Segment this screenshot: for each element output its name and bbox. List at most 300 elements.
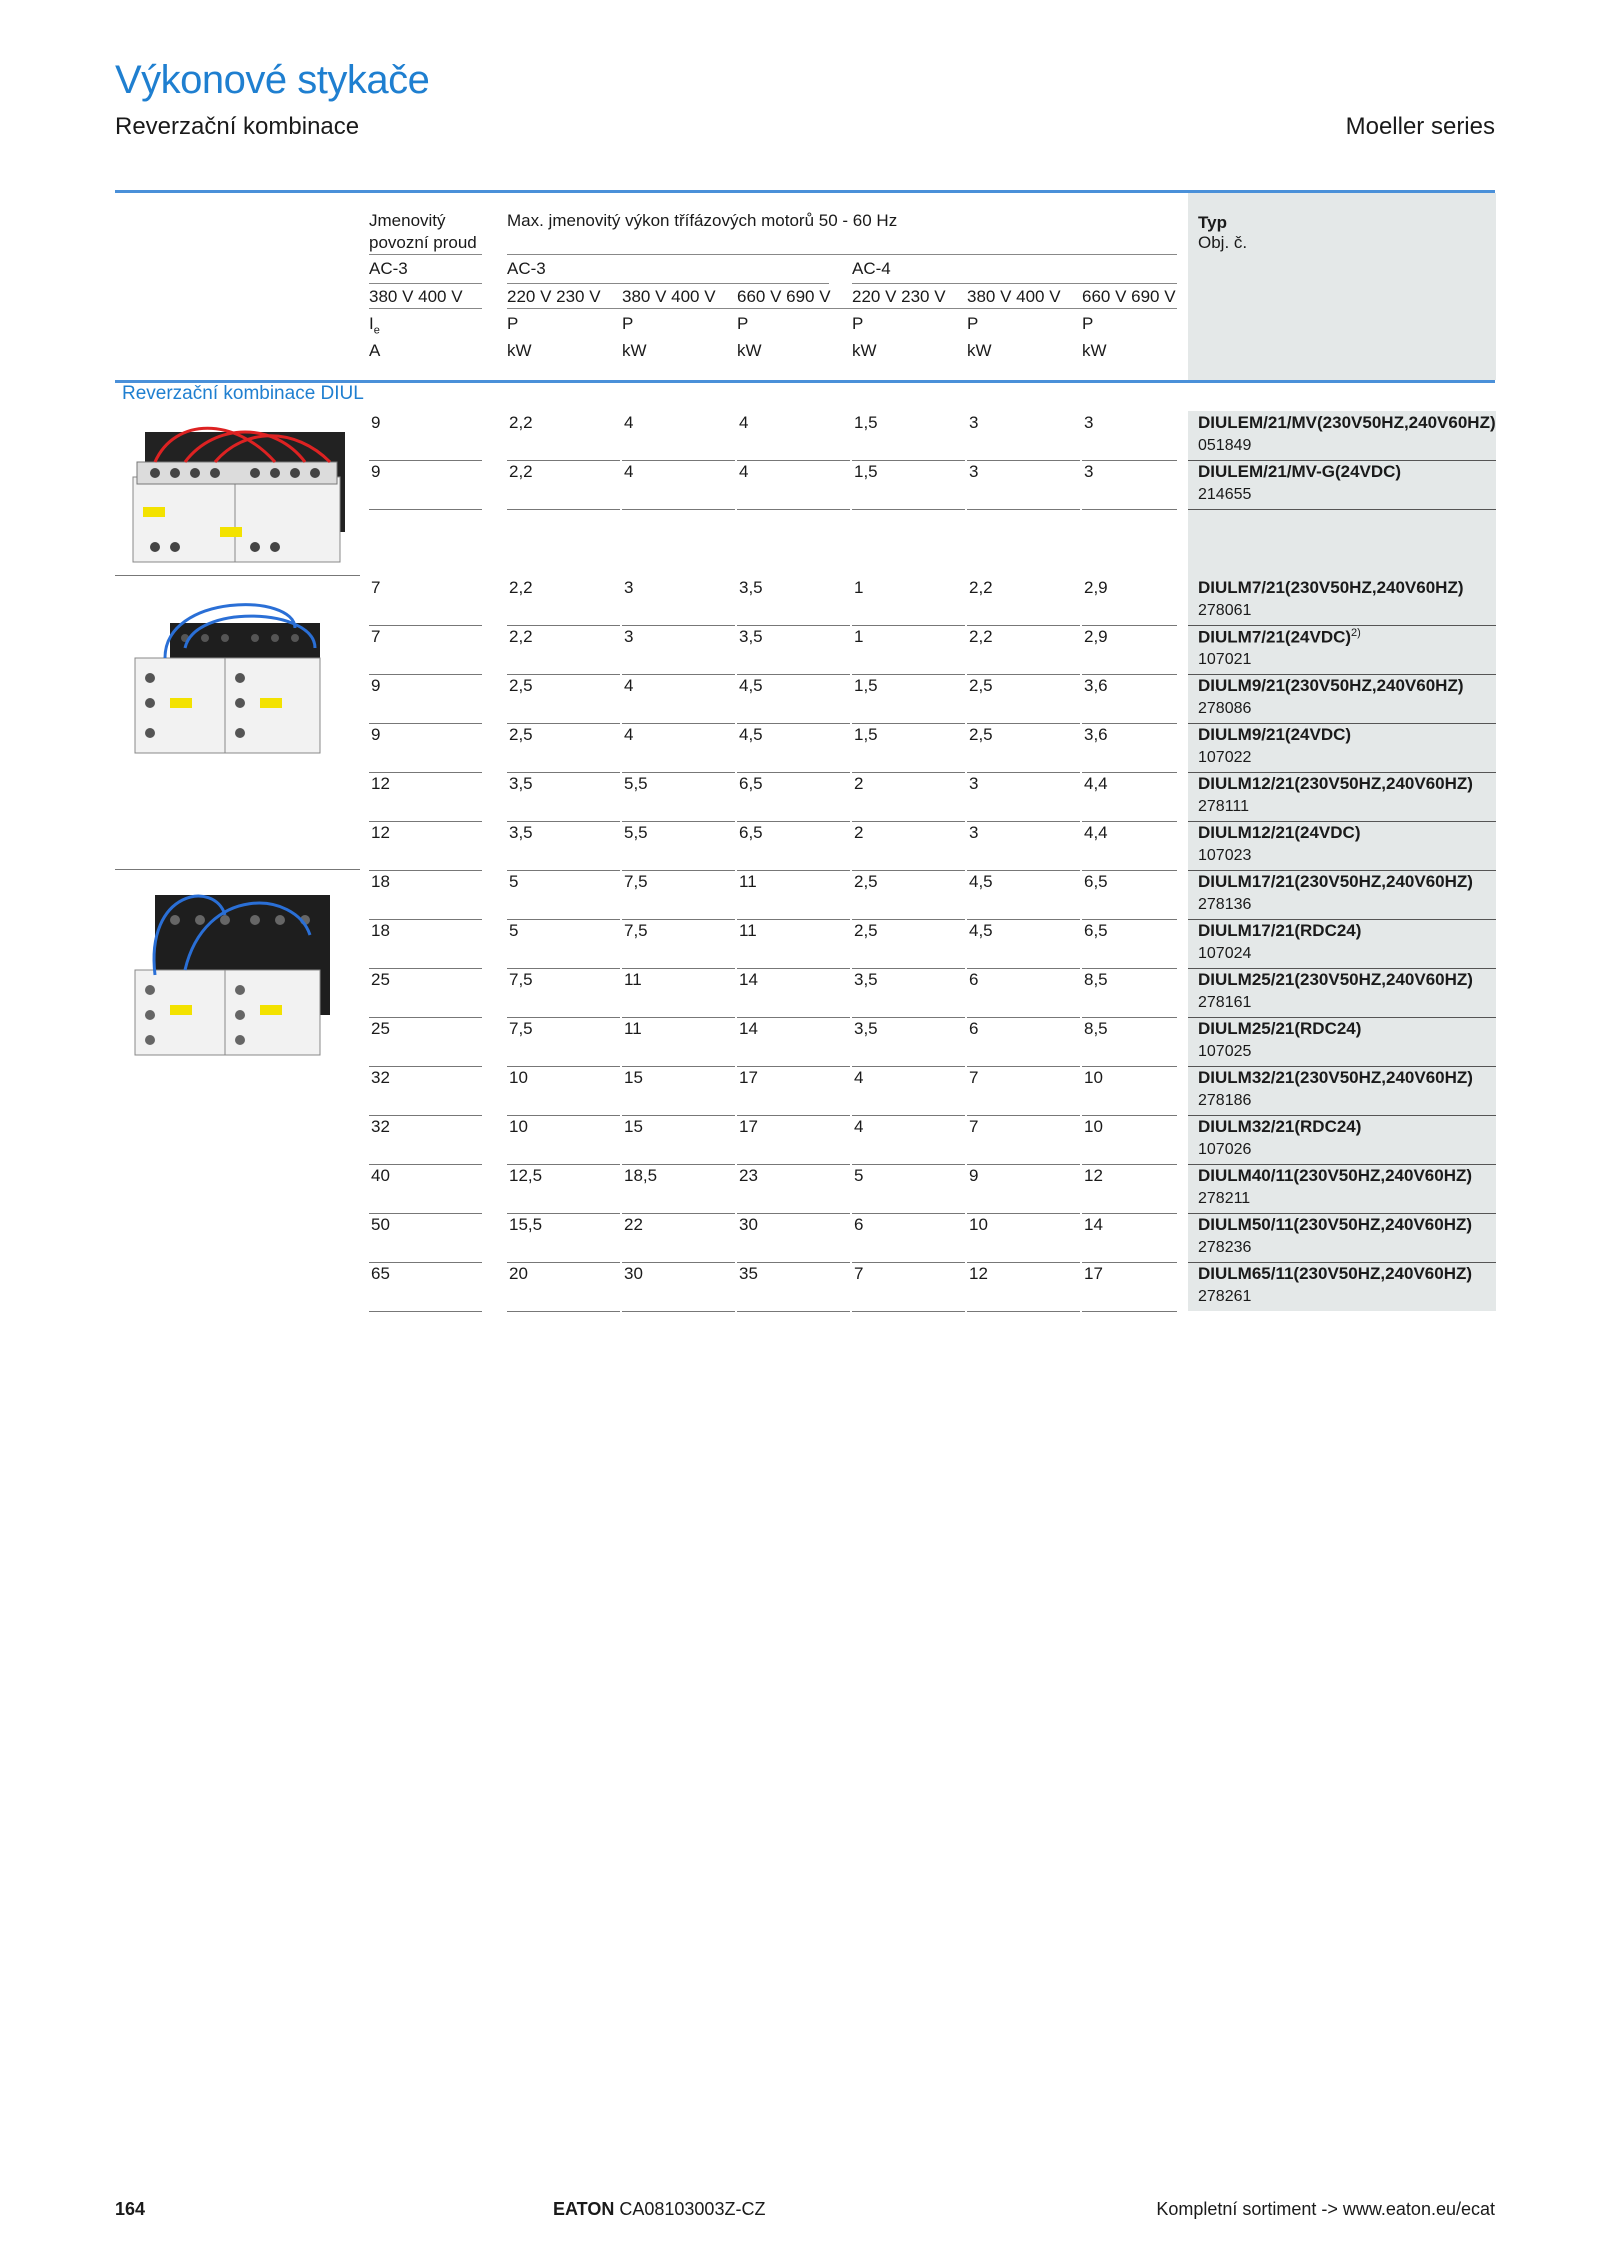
cell-underline bbox=[852, 723, 965, 724]
table-cell: 35 bbox=[739, 1264, 758, 1283]
table-cell: 11 bbox=[739, 872, 757, 891]
cell-underline bbox=[1082, 723, 1177, 724]
type-label: DIULM12/21(24VDC) bbox=[1198, 823, 1361, 842]
cell-underline bbox=[622, 1262, 735, 1263]
type-divider bbox=[1188, 1066, 1496, 1067]
cell-underline bbox=[737, 1066, 850, 1067]
cell-underline bbox=[369, 674, 482, 675]
obj-heading: Obj. č. bbox=[1198, 233, 1248, 252]
photo-separator bbox=[115, 575, 360, 576]
cell-underline bbox=[967, 1311, 1080, 1312]
table-cell: 6 bbox=[969, 1019, 979, 1038]
cell-underline bbox=[369, 1115, 482, 1116]
type-divider bbox=[1188, 1262, 1496, 1263]
type-label: DIULM12/21(230V50HZ,240V60HZ) bbox=[1198, 774, 1473, 793]
table-cell: 3,5 bbox=[509, 823, 533, 842]
table-cell: 8,5 bbox=[1084, 970, 1108, 989]
table-cell: 10 bbox=[1084, 1117, 1103, 1136]
table-cell: 2,5 bbox=[969, 725, 993, 744]
table-cell: 2,2 bbox=[509, 462, 533, 481]
type-divider bbox=[1188, 1164, 1496, 1165]
table-cell: 4,4 bbox=[1084, 823, 1108, 842]
table-cell: 7 bbox=[854, 1264, 864, 1283]
table-cell: 9 bbox=[371, 413, 381, 432]
order-number: 278111 bbox=[1198, 798, 1250, 815]
table-cell: 50 bbox=[371, 1215, 390, 1234]
table-cell: 8,5 bbox=[1084, 1019, 1108, 1038]
order-number: 107025 bbox=[1198, 1043, 1252, 1060]
cell-underline bbox=[507, 1115, 620, 1116]
table-cell: 2,5 bbox=[854, 872, 878, 891]
table-cell: 2,5 bbox=[509, 725, 533, 744]
cell-underline bbox=[737, 674, 850, 675]
table-cell: 3,5 bbox=[739, 627, 763, 646]
cell-underline bbox=[967, 509, 1080, 510]
table-cell: 9 bbox=[371, 676, 381, 695]
header-unit-0: kW bbox=[507, 341, 532, 360]
header-symbol-4: P bbox=[967, 314, 979, 333]
cell-underline bbox=[737, 1213, 850, 1214]
type-designation bbox=[1198, 462, 1401, 482]
cell-underline bbox=[622, 821, 735, 822]
col0-unit: A bbox=[369, 341, 381, 360]
type-designation bbox=[1198, 578, 1464, 598]
type-label: DIULM9/21(230V50HZ,240V60HZ) bbox=[1198, 676, 1464, 695]
cell-underline bbox=[369, 870, 482, 871]
table-cell: 6,5 bbox=[739, 774, 763, 793]
order-number: 278061 bbox=[1198, 602, 1252, 619]
table-cell: 4 bbox=[624, 413, 634, 432]
table-cell: 7,5 bbox=[509, 1019, 533, 1038]
table-cell: 25 bbox=[371, 1019, 390, 1038]
type-label: DIULM7/21(230V50HZ,240V60HZ) bbox=[1198, 578, 1464, 597]
header-voltage-2: 660 V 690 V bbox=[737, 287, 831, 306]
order-number: 278161 bbox=[1198, 994, 1252, 1011]
table-cell: 3 bbox=[969, 823, 979, 842]
type-divider bbox=[1188, 674, 1496, 675]
order-number: 051849 bbox=[1198, 437, 1252, 454]
cell-underline bbox=[622, 460, 735, 461]
table-cell: 3 bbox=[624, 627, 634, 646]
table-cell: 30 bbox=[624, 1264, 643, 1283]
cell-underline bbox=[967, 968, 1080, 969]
cell-underline bbox=[737, 772, 850, 773]
header-symbol-2: P bbox=[737, 314, 749, 333]
cell-underline bbox=[1082, 1262, 1177, 1263]
cell-underline bbox=[507, 674, 620, 675]
col0-line2: povozní proud bbox=[369, 233, 477, 252]
order-number: 278086 bbox=[1198, 700, 1252, 717]
type-label: DIULM17/21(230V50HZ,240V60HZ) bbox=[1198, 872, 1473, 891]
footer-link[interactable]: Kompletní sortiment -> www.eaton.eu/ecat bbox=[1156, 2199, 1495, 2219]
cell-underline bbox=[852, 1213, 965, 1214]
header-rule bbox=[852, 283, 1177, 284]
order-number: 214655 bbox=[1198, 486, 1252, 503]
cell-underline bbox=[369, 509, 482, 510]
table-cell: 32 bbox=[371, 1068, 390, 1087]
table-cell: 65 bbox=[371, 1264, 390, 1283]
table-cell: 4,5 bbox=[739, 676, 763, 695]
table-cell: 4 bbox=[624, 725, 634, 744]
table-cell: 6,5 bbox=[1084, 872, 1108, 891]
cell-underline bbox=[967, 919, 1080, 920]
cell-underline bbox=[622, 919, 735, 920]
table-cell: 9 bbox=[371, 725, 381, 744]
cell-underline bbox=[622, 723, 735, 724]
cell-underline bbox=[622, 772, 735, 773]
cell-underline bbox=[967, 772, 1080, 773]
cell-underline bbox=[1082, 968, 1177, 969]
header-symbol-1: P bbox=[622, 314, 634, 333]
table-cell: 3 bbox=[1084, 462, 1094, 481]
table-cell: 7 bbox=[371, 578, 381, 597]
order-number: 278136 bbox=[1198, 896, 1252, 913]
header-unit-5: kW bbox=[1082, 341, 1107, 360]
cell-underline bbox=[852, 821, 965, 822]
type-designation bbox=[1198, 872, 1473, 892]
cell-underline bbox=[737, 821, 850, 822]
cell-underline bbox=[507, 625, 620, 626]
cell-underline bbox=[622, 870, 735, 871]
table-cell: 2,2 bbox=[509, 413, 533, 432]
header-rule bbox=[507, 283, 829, 284]
footer-brand: EATON bbox=[553, 2199, 615, 2219]
series-label: Moeller series bbox=[1345, 113, 1495, 140]
cell-underline bbox=[507, 870, 620, 871]
table-cell: 5,5 bbox=[624, 823, 648, 842]
product-photo-diulm-small bbox=[125, 588, 350, 758]
ac4-heading: AC-4 bbox=[852, 259, 891, 278]
table-cell: 14 bbox=[1084, 1215, 1103, 1234]
header-voltage-5: 660 V 690 V bbox=[1082, 287, 1176, 306]
cell-underline bbox=[737, 1115, 850, 1116]
cell-underline bbox=[967, 460, 1080, 461]
table-cell: 6 bbox=[969, 970, 979, 989]
cell-underline bbox=[967, 625, 1080, 626]
cell-underline bbox=[369, 1017, 482, 1018]
type-designation bbox=[1198, 970, 1473, 990]
table-cell: 3 bbox=[1084, 413, 1094, 432]
table-cell: 11 bbox=[624, 1019, 642, 1038]
cell-underline bbox=[1082, 1311, 1177, 1312]
cell-underline bbox=[507, 1213, 620, 1214]
table-cell: 9 bbox=[969, 1166, 979, 1185]
cell-underline bbox=[1082, 1164, 1177, 1165]
cell-underline bbox=[852, 772, 965, 773]
table-cell: 7 bbox=[371, 627, 381, 646]
cell-underline bbox=[369, 821, 482, 822]
header-voltage-0: 220 V 230 V bbox=[507, 287, 601, 306]
type-designation bbox=[1198, 921, 1361, 941]
cell-underline bbox=[852, 1115, 965, 1116]
type-divider bbox=[1188, 625, 1496, 626]
cell-underline bbox=[737, 919, 850, 920]
cell-underline bbox=[369, 919, 482, 920]
cell-underline bbox=[507, 460, 620, 461]
order-number: 278211 bbox=[1198, 1190, 1251, 1207]
page-title: Výkonové stykače bbox=[115, 58, 430, 102]
type-designation bbox=[1198, 676, 1464, 696]
order-number: 278236 bbox=[1198, 1239, 1252, 1256]
table-cell: 10 bbox=[1084, 1068, 1103, 1087]
table-cell: 1 bbox=[854, 578, 864, 597]
type-label: DIULM32/21(RDC24) bbox=[1198, 1117, 1362, 1136]
header-symbol-3: P bbox=[852, 314, 864, 333]
col0-category: AC-3 bbox=[369, 259, 408, 278]
order-number: 107021 bbox=[1198, 651, 1252, 668]
type-label: DIULM17/21(RDC24) bbox=[1198, 921, 1362, 940]
type-divider bbox=[1188, 968, 1496, 969]
header-rule bbox=[369, 254, 482, 255]
cell-underline bbox=[967, 1066, 1080, 1067]
cell-underline bbox=[622, 674, 735, 675]
table-cell: 2,9 bbox=[1084, 627, 1108, 646]
type-divider bbox=[1188, 723, 1496, 724]
table-cell: 3,5 bbox=[509, 774, 533, 793]
table-cell: 1,5 bbox=[854, 462, 878, 481]
type-divider bbox=[1188, 1115, 1496, 1116]
type-divider bbox=[1188, 772, 1496, 773]
header-unit-3: kW bbox=[852, 341, 877, 360]
table-cell: 2,5 bbox=[509, 676, 533, 695]
ac3-heading: AC-3 bbox=[507, 259, 546, 278]
footer-doc: CA08103003Z-CZ bbox=[619, 2199, 766, 2219]
cell-underline bbox=[852, 1017, 965, 1018]
page-subtitle: Reverzační kombinace bbox=[115, 113, 360, 140]
table-cell: 3,5 bbox=[854, 970, 878, 989]
type-designation bbox=[1198, 1068, 1473, 1088]
table-cell: 2,2 bbox=[509, 627, 533, 646]
table-cell: 12 bbox=[371, 823, 390, 842]
cell-underline bbox=[507, 1164, 620, 1165]
cell-underline bbox=[852, 509, 965, 510]
col0-symbol: $I_e$ bbox=[369, 314, 380, 337]
type-divider bbox=[1188, 1213, 1496, 1214]
order-number: 278186 bbox=[1198, 1092, 1252, 1109]
type-label: DIULEM/21/MV(230V50HZ,240V60HZ) bbox=[1198, 413, 1496, 432]
table-cell: 14 bbox=[739, 1019, 758, 1038]
order-number: 107024 bbox=[1198, 945, 1252, 962]
cell-underline bbox=[622, 1164, 735, 1165]
table-cell: 15 bbox=[624, 1068, 643, 1087]
table-cell: 40 bbox=[371, 1166, 390, 1185]
type-label: DIULM50/11(230V50HZ,240V60HZ) bbox=[1198, 1215, 1473, 1234]
table-cell: 3 bbox=[624, 578, 634, 597]
table-cell: 4 bbox=[854, 1068, 864, 1087]
table-cell: 6,5 bbox=[739, 823, 763, 842]
table-cell: 15,5 bbox=[509, 1215, 543, 1234]
table-cell: 10 bbox=[969, 1215, 988, 1234]
table-cell: 7 bbox=[969, 1117, 979, 1136]
type-divider bbox=[1188, 460, 1496, 461]
table-cell: 17 bbox=[739, 1068, 758, 1087]
header-rule bbox=[369, 283, 482, 284]
table-cell: 1 bbox=[854, 627, 864, 646]
product-photo-diulem bbox=[125, 412, 350, 567]
table-cell: 3 bbox=[969, 413, 979, 432]
section-title: Reverzační kombinace DIUL bbox=[122, 383, 364, 404]
order-number: 107022 bbox=[1198, 749, 1252, 766]
cell-underline bbox=[852, 919, 965, 920]
cell-underline bbox=[967, 870, 1080, 871]
table-cell: 30 bbox=[739, 1215, 758, 1234]
type-label: DIULM9/21(24VDC) bbox=[1198, 725, 1352, 744]
cell-underline bbox=[507, 968, 620, 969]
type-designation bbox=[1198, 1264, 1472, 1284]
footer-doc-reference bbox=[553, 2199, 765, 2220]
page-number: 164 bbox=[115, 2199, 146, 2219]
type-divider bbox=[1188, 1017, 1496, 1018]
table-cell: 4,5 bbox=[739, 725, 763, 744]
table-cell: 2,2 bbox=[969, 627, 993, 646]
table-cell: 4 bbox=[739, 462, 749, 481]
table-cell: 4,4 bbox=[1084, 774, 1108, 793]
cell-underline bbox=[1082, 625, 1177, 626]
type-designation bbox=[1198, 1215, 1472, 1235]
type-designation bbox=[1198, 1019, 1361, 1039]
cell-underline bbox=[737, 723, 850, 724]
cell-underline bbox=[622, 1213, 735, 1214]
cell-underline bbox=[737, 460, 850, 461]
table-cell: 4,5 bbox=[969, 872, 993, 891]
cell-underline bbox=[737, 1311, 850, 1312]
header-symbol-0: P bbox=[507, 314, 519, 333]
header-unit-1: kW bbox=[622, 341, 647, 360]
order-number: 278261 bbox=[1198, 1288, 1252, 1305]
cell-underline bbox=[1082, 1017, 1177, 1018]
cell-underline bbox=[369, 1311, 482, 1312]
cell-underline bbox=[852, 1262, 965, 1263]
type-label: DIULM25/21(RDC24) bbox=[1198, 1019, 1362, 1038]
cell-underline bbox=[622, 1115, 735, 1116]
cell-underline bbox=[737, 625, 850, 626]
table-cell: 3,5 bbox=[739, 578, 763, 597]
cell-underline bbox=[369, 968, 482, 969]
type-divider bbox=[1188, 870, 1496, 871]
table-cell: 7 bbox=[969, 1068, 979, 1087]
table-cell: 1,5 bbox=[854, 676, 878, 695]
type-designation bbox=[1198, 1166, 1472, 1186]
table-cell: 4 bbox=[854, 1117, 864, 1136]
table-cell: 12 bbox=[371, 774, 390, 793]
cell-underline bbox=[369, 460, 482, 461]
cell-underline bbox=[1082, 1115, 1177, 1116]
table-cell: 9 bbox=[371, 462, 381, 481]
type-label: DIULM32/21(230V50HZ,240V60HZ) bbox=[1198, 1068, 1473, 1087]
cell-underline bbox=[369, 1262, 482, 1263]
table-cell: 23 bbox=[739, 1166, 758, 1185]
header-rule bbox=[507, 308, 1177, 309]
table-cell: 2,9 bbox=[1084, 578, 1108, 597]
type-divider bbox=[1188, 821, 1496, 822]
table-cell: 4 bbox=[739, 413, 749, 432]
cell-underline bbox=[737, 509, 850, 510]
table-cell: 20 bbox=[509, 1264, 528, 1283]
table-cell: 12 bbox=[969, 1264, 988, 1283]
cell-underline bbox=[1082, 870, 1177, 871]
cell-underline bbox=[507, 772, 620, 773]
type-label: DIULM40/11(230V50HZ,240V60HZ) bbox=[1198, 1166, 1473, 1185]
table-cell: 5,5 bbox=[624, 774, 648, 793]
table-cell: 3,6 bbox=[1084, 725, 1108, 744]
cell-underline bbox=[1082, 1213, 1177, 1214]
cell-underline bbox=[737, 1017, 850, 1018]
cell-underline bbox=[967, 821, 1080, 822]
cell-underline bbox=[967, 723, 1080, 724]
cell-underline bbox=[507, 1066, 620, 1067]
cell-underline bbox=[369, 625, 482, 626]
table-cell: 3,5 bbox=[854, 1019, 878, 1038]
typ-column-background bbox=[1188, 193, 1496, 380]
header-rule bbox=[369, 308, 482, 309]
table-cell: 2,2 bbox=[509, 578, 533, 597]
cell-underline bbox=[369, 723, 482, 724]
table-cell: 25 bbox=[371, 970, 390, 989]
table-cell: 10 bbox=[509, 1117, 528, 1136]
type-designation bbox=[1198, 1117, 1361, 1137]
table-cell: 5 bbox=[509, 872, 519, 891]
table-cell: 2,5 bbox=[969, 676, 993, 695]
cell-underline bbox=[967, 1164, 1080, 1165]
type-designation bbox=[1198, 627, 1361, 648]
table-cell: 7,5 bbox=[624, 872, 648, 891]
table-cell: 3 bbox=[969, 462, 979, 481]
cell-underline bbox=[967, 1262, 1080, 1263]
cell-underline bbox=[369, 1066, 482, 1067]
cell-underline bbox=[622, 509, 735, 510]
table-cell: 2 bbox=[854, 774, 864, 793]
table-cell: 12,5 bbox=[509, 1166, 543, 1185]
type-divider bbox=[1188, 509, 1496, 510]
header-voltage-4: 380 V 400 V bbox=[967, 287, 1061, 306]
table-cell: 1,5 bbox=[854, 725, 878, 744]
header-voltage-1: 380 V 400 V bbox=[622, 287, 716, 306]
type-designation bbox=[1198, 774, 1473, 794]
table-cell: 10 bbox=[509, 1068, 528, 1087]
cell-underline bbox=[507, 723, 620, 724]
cell-underline bbox=[369, 772, 482, 773]
max-power-heading: Max. jmenovitý výkon třífázových motorů 50 - 60 Hz bbox=[507, 211, 898, 230]
table-cell: 12 bbox=[1084, 1166, 1103, 1185]
cell-underline bbox=[507, 919, 620, 920]
type-designation bbox=[1198, 725, 1351, 745]
cell-underline bbox=[369, 1164, 482, 1165]
table-cell: 17 bbox=[1084, 1264, 1103, 1283]
cell-underline bbox=[967, 1017, 1080, 1018]
table-cell: 18 bbox=[371, 921, 390, 940]
cell-underline bbox=[852, 968, 965, 969]
cell-underline bbox=[852, 1066, 965, 1067]
product-photo-diulm-large bbox=[125, 875, 350, 1060]
type-designation bbox=[1198, 823, 1361, 843]
cell-underline bbox=[1082, 674, 1177, 675]
cell-underline bbox=[1082, 821, 1177, 822]
cell-underline bbox=[1082, 772, 1177, 773]
table-cell: 7,5 bbox=[624, 921, 648, 940]
cell-underline bbox=[852, 1164, 965, 1165]
cell-underline bbox=[852, 1311, 965, 1312]
header-symbol-5: P bbox=[1082, 314, 1094, 333]
cell-underline bbox=[507, 821, 620, 822]
order-number: 107026 bbox=[1198, 1141, 1252, 1158]
cell-underline bbox=[1082, 1066, 1177, 1067]
table-cell: 4 bbox=[624, 676, 634, 695]
cell-underline bbox=[507, 1017, 620, 1018]
table-cell: 11 bbox=[624, 970, 642, 989]
table-cell: 5 bbox=[854, 1166, 864, 1185]
type-label: DIULEM/21/MV-G(24VDC) bbox=[1198, 462, 1402, 481]
type-label: DIULM25/21(230V50HZ,240V60HZ) bbox=[1198, 970, 1473, 989]
